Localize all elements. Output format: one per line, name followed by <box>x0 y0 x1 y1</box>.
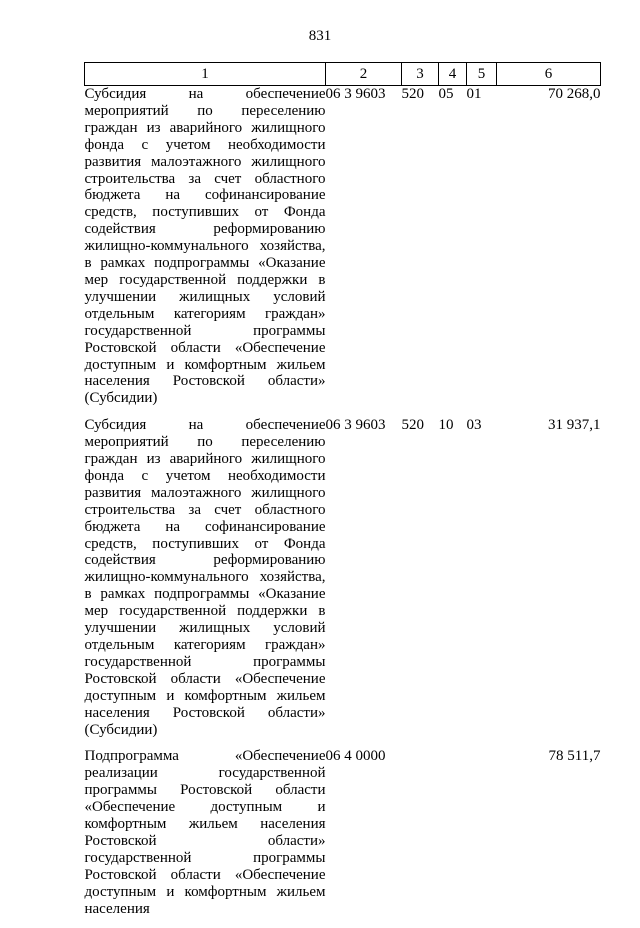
column-header-code: 2 <box>326 63 402 86</box>
row-pr <box>467 748 497 927</box>
row-name-cell <box>85 417 326 748</box>
row-rz <box>439 748 467 927</box>
row-pr: 01 <box>466 86 482 102</box>
page-number: 831 <box>308 28 332 44</box>
row-name: Подпрограмма «Обеспечение реализации государственной программы Ростовской области «Обеспечение доступным и комфортным жильем населения Ростовской области» государственной программы Ростовской области «Обеспечение доступным и комфортным жильем населения <box>84 748 326 917</box>
budget-table <box>84 62 601 928</box>
row-pr: 03 <box>466 417 482 434</box>
column-header-name: 1 <box>85 63 326 86</box>
table-header-row <box>85 63 601 86</box>
table-row <box>85 748 601 927</box>
row-code: 06 4 0000 <box>325 748 386 765</box>
column-header-sum: 6 <box>497 63 601 86</box>
row-name-cell <box>85 748 326 927</box>
table-row <box>85 86 601 418</box>
row-sum: 70 268,0 <box>548 86 601 102</box>
table-row <box>85 417 601 748</box>
row-rz: 05 <box>438 86 454 102</box>
row-code: 06 3 9603 <box>325 86 386 102</box>
row-code: 06 3 9603 <box>325 417 386 434</box>
column-header-rz: 4 <box>439 63 467 86</box>
column-header-pr: 5 <box>467 63 497 86</box>
row-sum: 31 937,1 <box>548 417 601 434</box>
row-rz: 10 <box>438 417 454 434</box>
row-name: Субсидия на обеспечение мероприятий по переселению граждан из аварийного жилищного фонда с учетом необходимости развития малоэтажного жилищного строительства за счет областного бюджета на софинансирование средств, поступивших от Фонда содействия реформированию жилищно-коммунального хозяйства, в рамках подпрограммы «Оказание мер государственной поддержки в улучшении жилищных условий отдельным категориям граждан» государственной программы Ростовской области «Обеспечение доступным и комфортным жильем населения Ростовской области» (Субсидии) <box>84 86 326 407</box>
row-name-cell <box>85 86 326 418</box>
row-name: Субсидия на обеспечение мероприятий по переселению граждан из аварийного жилищного фонда с учетом необходимости развития малоэтажного жилищного строительства за счет областного бюджета на софинансирование средств, поступивших от Фонда содействия реформированию жилищно-коммунального хозяйства, в рамках подпрограммы «Оказание мер государственной поддержки в улучшении жилищных условий отдельным категориям граждан» государственной программы Ростовской области «Обеспечение доступным и комфортным жильем населения Ростовской области» (Субсидии) <box>84 417 326 738</box>
row-sum: 78 511,7 <box>548 748 601 765</box>
row-vr <box>402 748 439 927</box>
row-vr: 520 <box>401 86 424 102</box>
column-header-vr: 3 <box>402 63 439 86</box>
row-vr: 520 <box>401 417 424 434</box>
